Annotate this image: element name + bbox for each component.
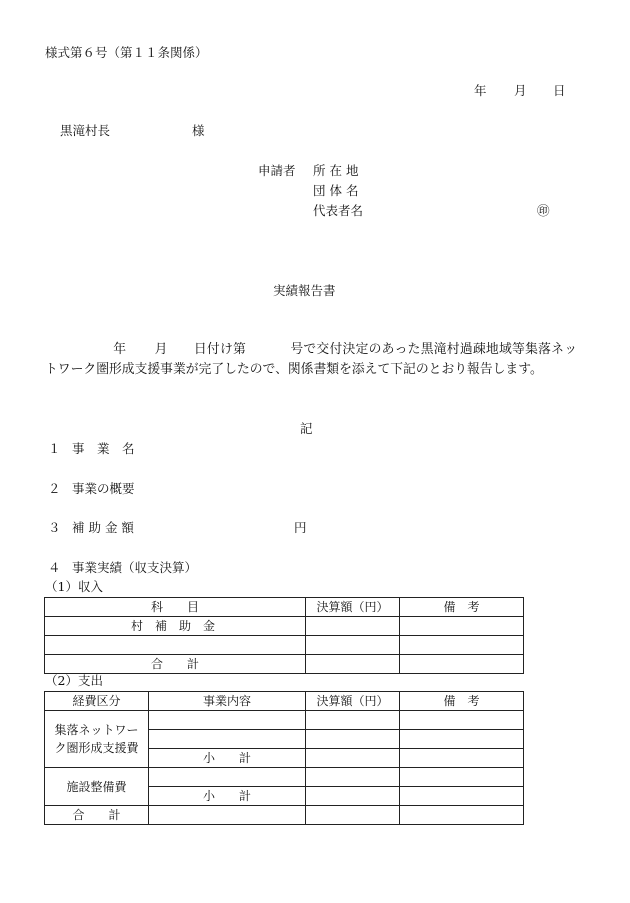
table-row (45, 711, 524, 730)
table-row (45, 768, 524, 787)
addressee-name: 黒滝村長 (60, 123, 111, 138)
income-header-subject: 科 目 (45, 598, 306, 617)
expense-total-row (45, 806, 524, 825)
item-1-number: １ (48, 441, 61, 456)
table-row (45, 636, 524, 655)
expense-facility-content[interactable] (149, 768, 306, 787)
expense-table (44, 691, 524, 825)
expense-facility-amount[interactable] (306, 768, 400, 787)
income-blank-amount[interactable] (306, 636, 400, 655)
expense-category-facility: 施設整備費 (45, 768, 149, 806)
expense-subtotal-1-label: 小 計 (149, 749, 306, 768)
item-3-number: ３ (48, 520, 61, 535)
form-number: 様式第６号（第１１条関係） (45, 45, 208, 60)
income-subsidy-amount[interactable] (306, 617, 400, 636)
rep-label: 代表者名 (313, 203, 364, 218)
report-paragraph (45, 340, 577, 380)
income-total-row (45, 655, 524, 674)
expense-total-amount[interactable] (306, 806, 400, 825)
expense-subtotal-2-label: 小 計 (149, 787, 306, 806)
body-day-ref: 日付け第 (193, 342, 247, 357)
income-header-amount: 決算額（円） (306, 598, 400, 617)
item-2-label: 事業の概要 (72, 481, 135, 496)
expense-subtotal-2-remarks[interactable] (400, 787, 524, 806)
income-total-remarks[interactable] (400, 655, 524, 674)
income-subsidy-remarks[interactable] (400, 617, 524, 636)
item-3-unit: 円 (294, 520, 307, 535)
income-total-label: 合 計 (45, 655, 306, 674)
expense-network-amount-2[interactable] (306, 730, 400, 749)
income-header-row (45, 598, 524, 617)
expense-network-amount-1[interactable] (306, 711, 400, 730)
expense-network-remarks-1[interactable] (400, 711, 524, 730)
applicant-label: 申請者 (258, 163, 296, 178)
body-year: 年 (113, 342, 127, 357)
expense-subtotal-2-amount[interactable] (306, 787, 400, 806)
date-day: 日 (553, 83, 566, 98)
item-1-label: 事 業 名 (72, 441, 135, 456)
date-year: 年 (474, 83, 487, 98)
item-2-number: ２ (48, 481, 61, 496)
income-blank-remarks[interactable] (400, 636, 524, 655)
expense-header-content: 事業内容 (149, 692, 306, 711)
expense-facility-remarks[interactable] (400, 768, 524, 787)
body-month: 月 (154, 342, 168, 357)
expense-total-label: 合 計 (45, 806, 149, 825)
income-caption: （1）収入 (45, 579, 103, 594)
expense-network-content-2[interactable] (149, 730, 306, 749)
income-header-remarks: 備 考 (400, 598, 524, 617)
seal-mark: ㊞ (537, 203, 550, 218)
income-total-amount[interactable] (306, 655, 400, 674)
expense-caption: （2）支出 (45, 673, 103, 688)
income-table (44, 597, 524, 674)
table-row (45, 617, 524, 636)
expense-header-row (45, 692, 524, 711)
document-title: 実績報告書 (273, 283, 336, 298)
item-4-label: 事業実績（収支決算） (72, 560, 198, 575)
ki-heading: 記 (300, 421, 313, 436)
item-3-label: 補 助 金 額 (72, 520, 134, 535)
expense-header-amount: 決算額（円） (306, 692, 400, 711)
expense-total-content[interactable] (149, 806, 306, 825)
expense-subtotal-1-amount[interactable] (306, 749, 400, 768)
expense-header-remarks: 備 考 (400, 692, 524, 711)
expense-subtotal-1-remarks[interactable] (400, 749, 524, 768)
expense-total-remarks[interactable] (400, 806, 524, 825)
expense-network-remarks-2[interactable] (400, 730, 524, 749)
income-subsidy-label: 村 補 助 金 (45, 617, 306, 636)
body-text: 号で交付決定のあった黒滝村過疎地域等集落ネットワーク圏形成支援事業が完了したので、関係書類を添えて下記のとおり報告します。 (45, 342, 578, 377)
date-month: 月 (514, 83, 527, 98)
expense-category-network: 集落ネットワー ク圏形成支援費 (45, 711, 149, 768)
expense-network-content-1[interactable] (149, 711, 306, 730)
expense-header-category: 経費区分 (45, 692, 149, 711)
item-4-number: ４ (48, 560, 61, 575)
income-blank-subject[interactable] (45, 636, 306, 655)
org-label: 団 体 名 (313, 183, 359, 198)
addressee-honorific: 様 (192, 123, 205, 138)
address-label: 所 在 地 (313, 163, 359, 178)
